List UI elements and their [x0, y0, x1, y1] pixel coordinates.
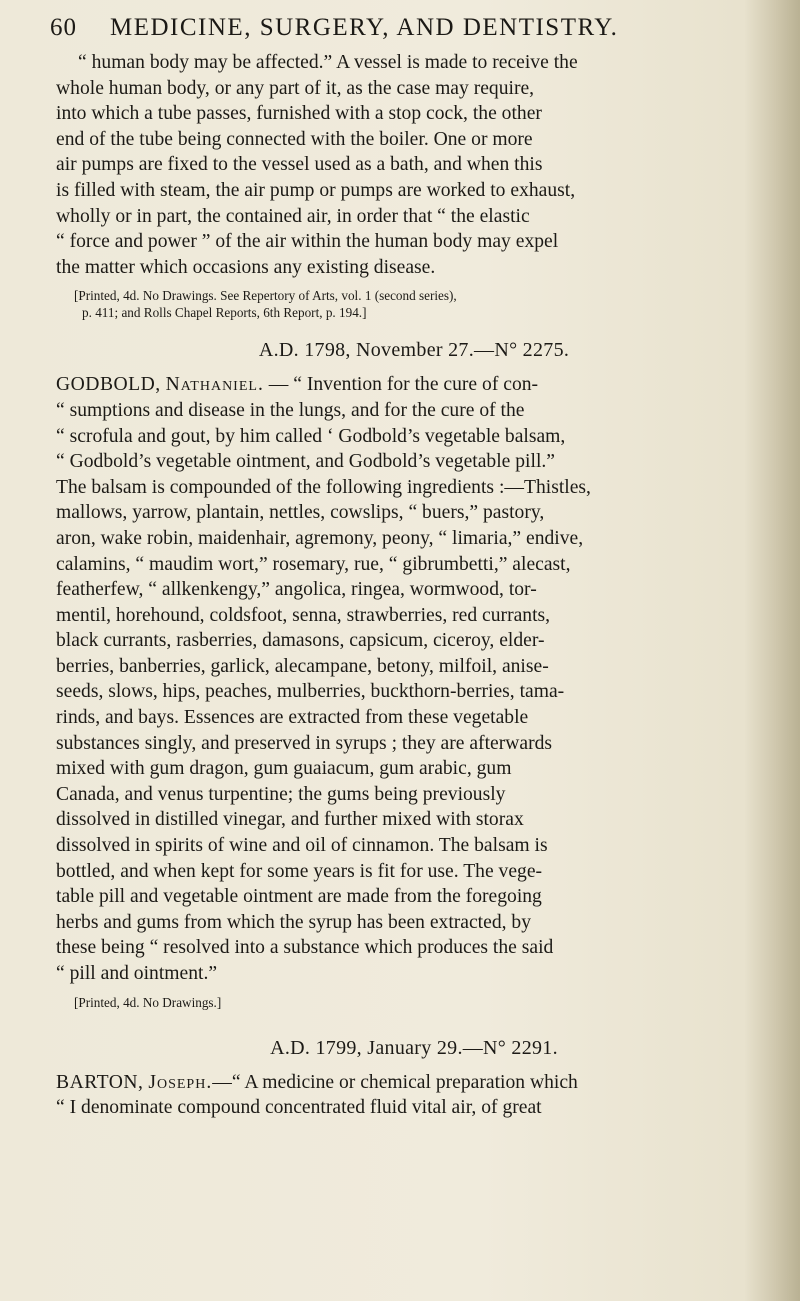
running-title: MEDICINE, SURGERY, AND DENTISTRY.: [110, 14, 619, 41]
entry-2274-continuation: [56, 50, 772, 280]
text-line: bottled, and when kept for some years is fit for use. The vege-: [56, 860, 543, 882]
patentee-forename: Joseph.: [148, 1071, 213, 1093]
text-line: seeds, slows, hips, peaches, mulberries, buckthorn-berries, tama-: [56, 681, 565, 703]
entry-heading: A.D. 1798, November 27.—N° 2275.: [258, 339, 570, 362]
note-line: [Printed, 4d. No Drawings. See Repertory of Arts, vol. 1 (second series),: [74, 288, 457, 304]
patentee-surname: GODBOLD,: [56, 374, 161, 396]
text-line: mentil, horehound, coldsfoot, senna, strawberries, red currants,: [56, 604, 551, 626]
text-line: is filled with steam, the air pump or pumps are worked to exhaust,: [56, 179, 576, 201]
printed-note: [Printed, 4d. No Drawings.]: [74, 994, 222, 1010]
page-number: 60: [50, 14, 77, 41]
entry-first-line: [56, 372, 772, 398]
text-line: —“ A medicine or chemical preparation which: [212, 1071, 578, 1093]
text-line: Canada, and venus turpentine; the gums being previously: [56, 783, 506, 805]
patentee-forename: Nathaniel.: [165, 374, 264, 396]
text-line: featherfew, “ allkenkengy,” angolica, ringea, wormwood, tor-: [56, 579, 537, 601]
text-line: into which a tube passes, furnished with a stop cock, the other: [56, 103, 542, 125]
text-line: — “ Invention for the cure of con-: [263, 374, 539, 396]
text-line: berries, banberries, garlick, alecampane, betony, milfoil, anise-: [56, 655, 549, 677]
text-line: “ pill and ointment.”: [56, 963, 218, 984]
text-line: wholly or in part, the contained air, in order that “ the elastic: [56, 205, 530, 227]
text-line: “ force and power ” of the air within the human body may expel: [56, 231, 559, 253]
text-line: calamins, “ maudim wort,” rosemary, rue, “ gibrumbetti,” alecast,: [56, 553, 571, 575]
text-line: the matter which occasions any existing disease.: [56, 256, 436, 278]
text-line: mallows, yarrow, plantain, nettles, cowslips, “ buers,” pastory,: [56, 502, 545, 524]
patentee-surname: BARTON,: [56, 1071, 144, 1093]
text-line: “ I denominate compound concentrated fluid vital air, of great: [56, 1097, 542, 1119]
text-line: rinds, and bays. Essences are extracted from these vegetable: [56, 707, 529, 729]
text-line: black currants, rasberries, damasons, capsicum, ciceroy, elder-: [56, 630, 545, 652]
text-line: end of the tube being connected with the boiler. One or more: [56, 128, 533, 150]
printed-note: [56, 287, 772, 321]
running-head: [50, 14, 772, 48]
text-line: “ scrofula and gout, by him called ‘ Godbold’s vegetable balsam,: [56, 425, 566, 447]
text-line: “ sumptions and disease in the lungs, and for the cure of the: [56, 399, 525, 421]
text-line: aron, wake robin, maidenhair, agremony, peony, “ limaria,” endive,: [56, 527, 584, 549]
entry-heading: A.D. 1799, January 29.—N° 2291.: [270, 1036, 558, 1059]
text-line: dissolved in spirits of wine and oil of cinnamon. The balsam is: [56, 835, 548, 857]
text-line: whole human body, or any part of it, as the case may require,: [56, 77, 535, 99]
text-line: “ Godbold’s vegetable ointment, and Godbold’s vegetable pill.”: [56, 451, 555, 473]
text-line: “ human body may be affected.” A vessel is made to receive the: [78, 52, 578, 73]
text-line: substances singly, and preserved in syrups ; they are afterwards: [56, 732, 553, 754]
entry-2291: [56, 1070, 772, 1121]
text-line: dissolved in distilled vinegar, and further mixed with storax: [56, 809, 524, 831]
text-line: these being “ resolved into a substance which produces the said: [56, 937, 554, 959]
page-content: [50, 14, 772, 1121]
text-line: mixed with gum dragon, gum guaiacum, gum arabic, gum: [56, 758, 512, 780]
note-line: p. 411; and Rolls Chapel Reports, 6th Report, p. 194.]: [82, 305, 367, 321]
entry-first-line: [56, 1070, 772, 1096]
text-line: herbs and gums from which the syrup has been extracted, by: [56, 911, 532, 933]
text-line: table pill and vegetable ointment are made from the foregoing: [56, 886, 542, 908]
entry-2275: [56, 372, 772, 986]
text-line: air pumps are fixed to the vessel used as a bath, and when this: [56, 154, 543, 176]
text-line: The balsam is compounded of the following ingredients :—Thistles,: [56, 476, 591, 498]
